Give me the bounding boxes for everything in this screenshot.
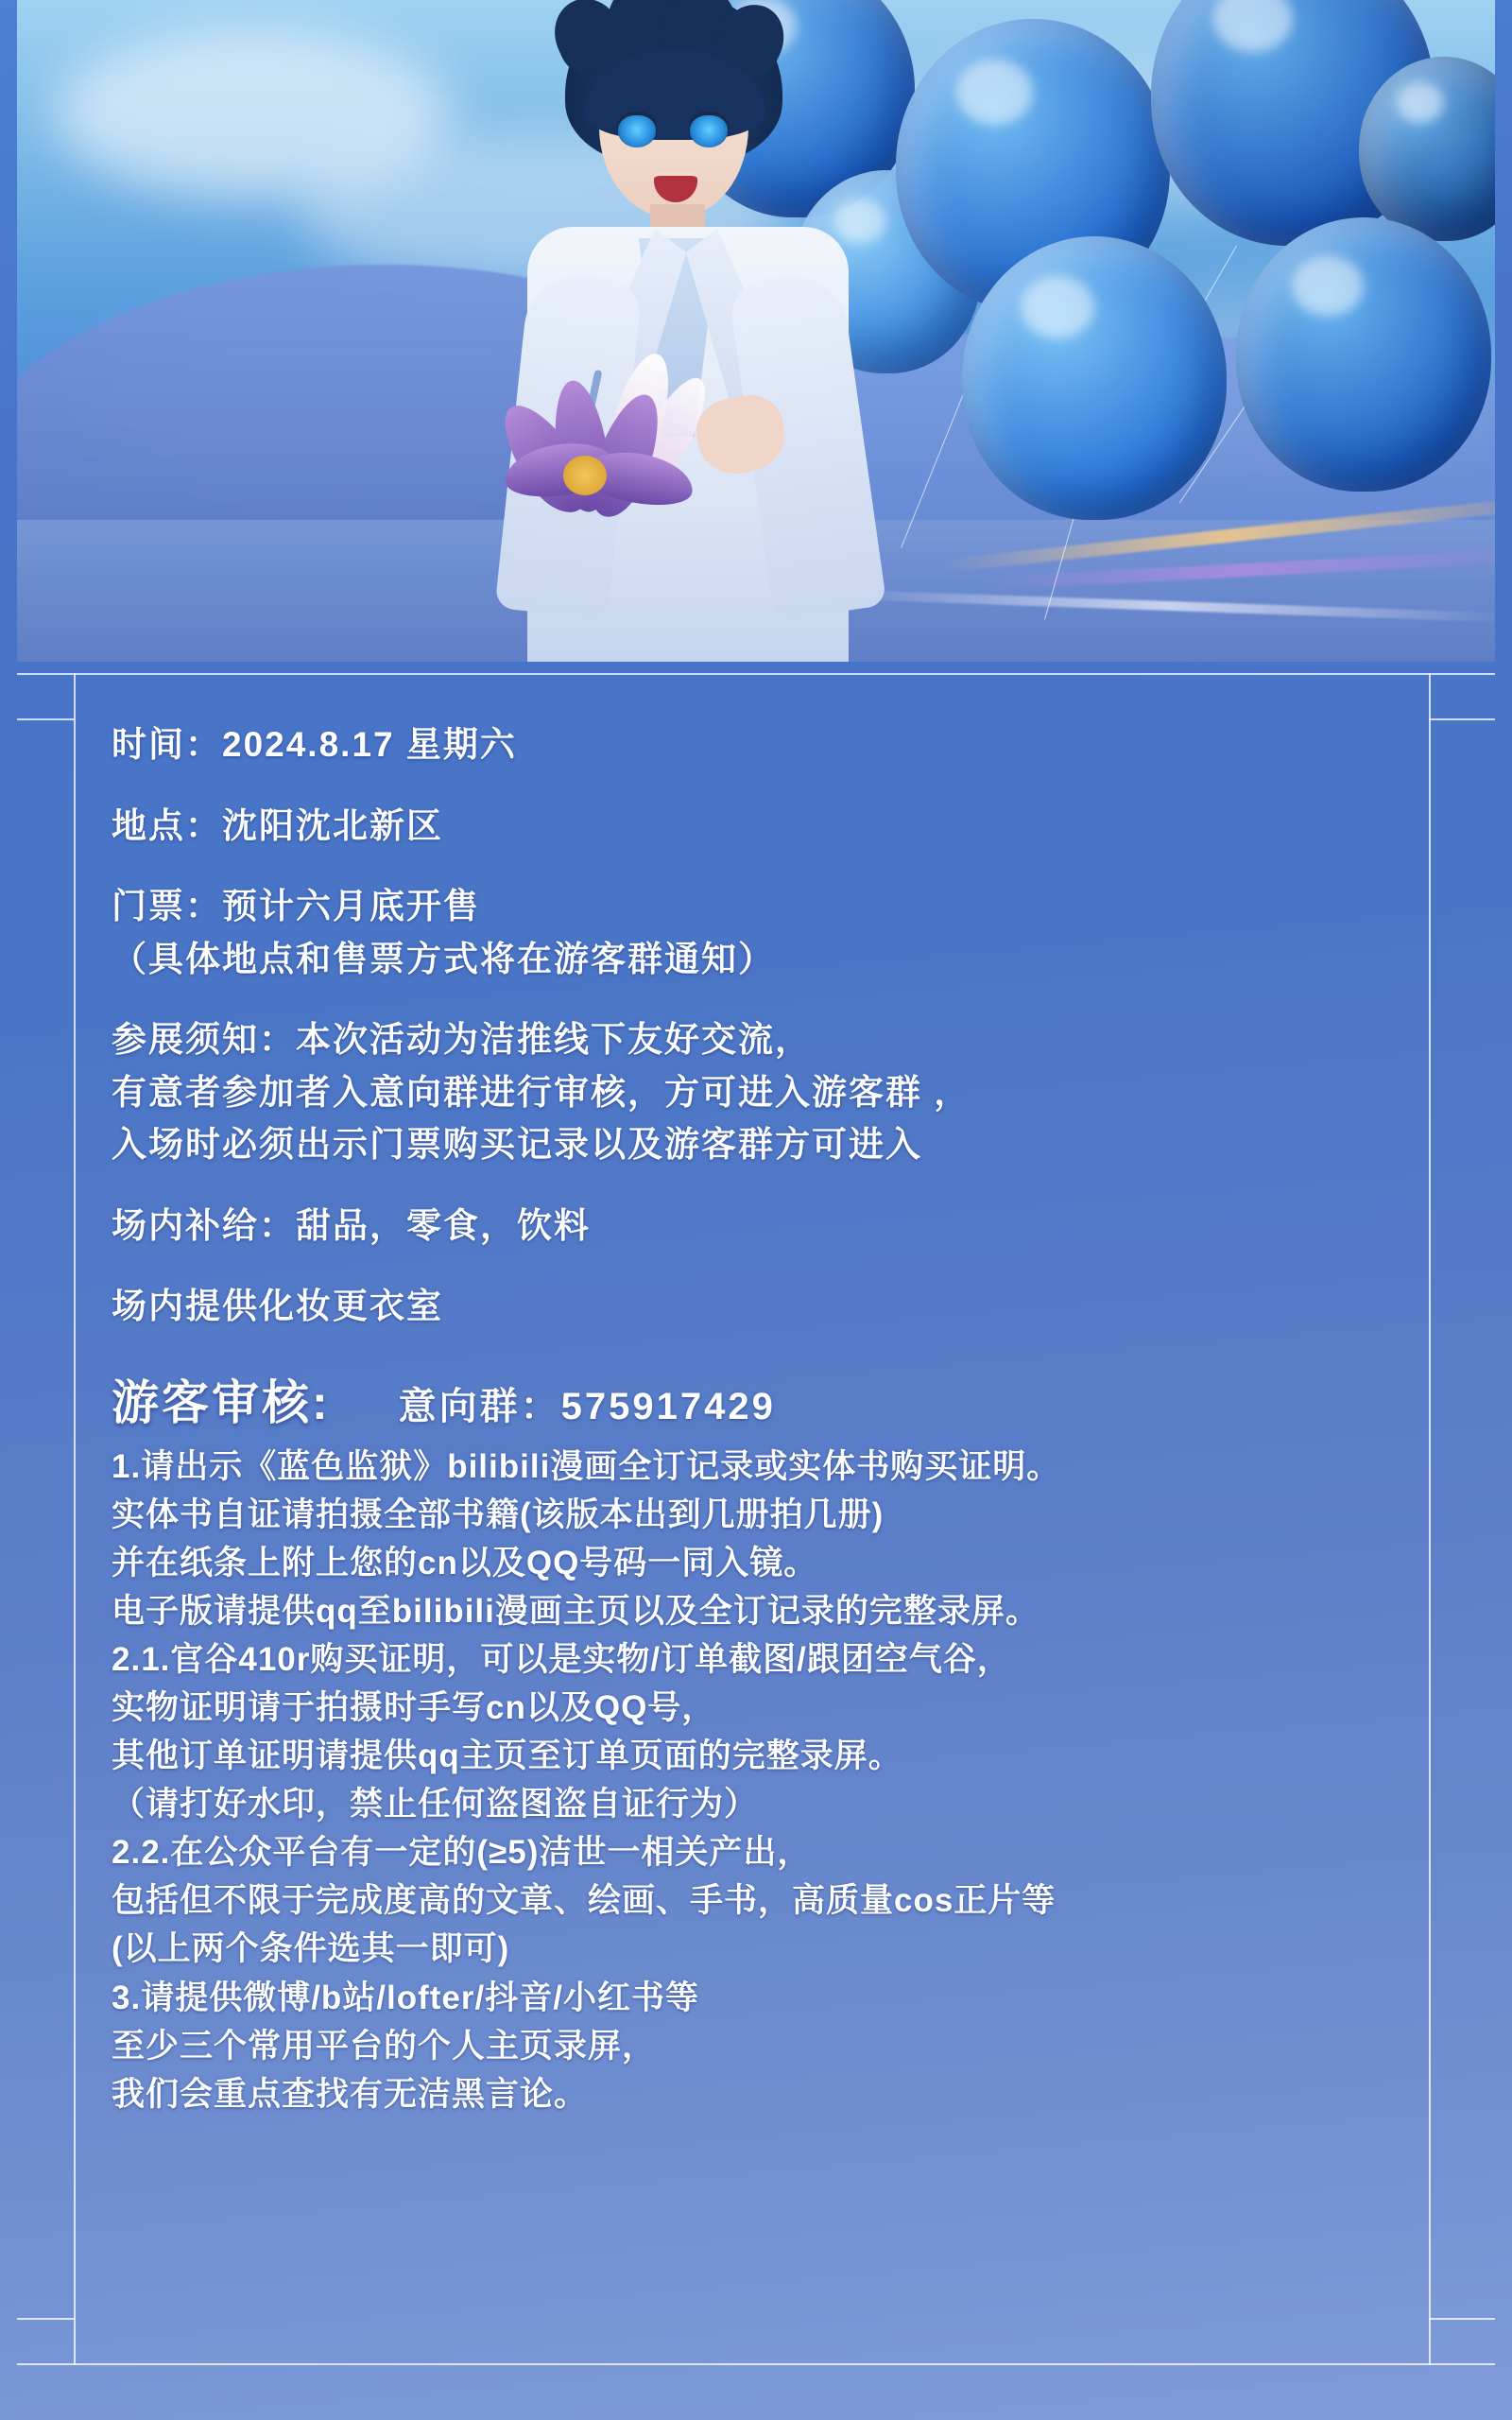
frame-line-left — [74, 673, 76, 2365]
event-ticket-block — [112, 880, 1416, 985]
event-notice-line-1: 参展须知：本次活动为洁推线下友好交流， — [112, 1020, 812, 1059]
review-title: 游客审核: — [112, 1375, 331, 1429]
frame-corner-top-left — [17, 718, 74, 720]
flower-center — [563, 456, 607, 495]
event-location-block — [112, 800, 1416, 853]
review-rules-list — [112, 1443, 1416, 2118]
event-location: 地点：沈阳沈北新区 — [112, 805, 443, 845]
balloon — [1236, 217, 1491, 492]
poster-text-content — [112, 718, 1416, 2118]
review-rule-line: 1.请出示《蓝色监狱》bilibili漫画全订记录或实体书购买证明。 — [112, 1447, 1061, 1485]
event-facilities-block — [112, 1280, 1416, 1333]
review-rule-line: 包括但不限于完成度高的文章、绘画、手书，高质量cos正片等 — [112, 1882, 1057, 1920]
event-time: 时间：2024.8.17 星期六 — [112, 725, 517, 764]
poster-artwork — [17, 0, 1495, 662]
eye-left — [618, 115, 656, 147]
event-notice-block — [112, 1013, 1416, 1171]
review-group-number: 意向群：575917429 — [398, 1385, 776, 1427]
frame-line-bottom — [17, 2363, 1495, 2365]
review-rule-line: 并在纸条上附上您的cn以及QQ号码一同入镜。 — [112, 1544, 818, 1582]
event-facilities: 场内提供化妆更衣室 — [112, 1287, 443, 1325]
review-rule-line: 至少三个常用平台的个人主页录屏， — [112, 2027, 657, 2065]
event-ticket: 门票：预计六月底开售 — [112, 887, 480, 925]
review-rule-line: 我们会重点查找有无洁黑言论。 — [112, 2075, 589, 2113]
review-rule-line: （请打好水印，禁止任何盗图盗自证行为） — [112, 1786, 759, 1824]
event-notice-line-2: 有意者参加者入意向群进行审核，方可进入游客群 ， — [112, 1072, 971, 1112]
review-rule-line: 实物证明请于拍摄时手写cn以及QQ号， — [112, 1688, 716, 1726]
event-ticket-note: （具体地点和售票方式将在游客群通知） — [112, 939, 775, 978]
balloon — [962, 236, 1227, 520]
eye-right — [690, 115, 728, 147]
review-rule-line: 其他订单证明请提供qq主页至订单页面的完整录屏。 — [112, 1737, 902, 1775]
frame-corner-bottom-right — [1429, 2318, 1495, 2320]
character-illustration — [414, 0, 943, 652]
event-supplies-block — [112, 1200, 1416, 1253]
event-notice-line-3: 入场时必须出示门票购买记录以及游客群方可进入 — [112, 1125, 922, 1164]
review-rule-line: 电子版请提供qq至bilibili漫画主页以及全订记录的完整录屏。 — [112, 1592, 1040, 1630]
review-header — [112, 1365, 1416, 1433]
review-rule-line: 2.1.官谷410r购买证明，可以是实物/订单截图/跟团空气谷， — [112, 1640, 1011, 1678]
review-rule-line: 3.请提供微博/b站/lofter/抖音/小红书等 — [112, 1979, 699, 2016]
frame-corner-top-right — [1429, 718, 1495, 720]
frame-line-top — [17, 673, 1495, 675]
frame-line-right — [1429, 673, 1431, 2365]
review-rule-line: 2.2.在公众平台有一定的(≥5)洁世一相关产出， — [112, 1834, 812, 1872]
review-rule-line: 实体书自证请拍摄全部书籍(该版本出到几册拍几册) — [112, 1495, 885, 1533]
event-supplies: 场内补给：甜品，零食，饮料 — [112, 1205, 591, 1245]
event-time-block — [112, 718, 1416, 771]
review-rule-line: (以上两个条件选其一即可) — [112, 1930, 510, 1968]
frame-corner-bottom-left — [17, 2318, 74, 2320]
